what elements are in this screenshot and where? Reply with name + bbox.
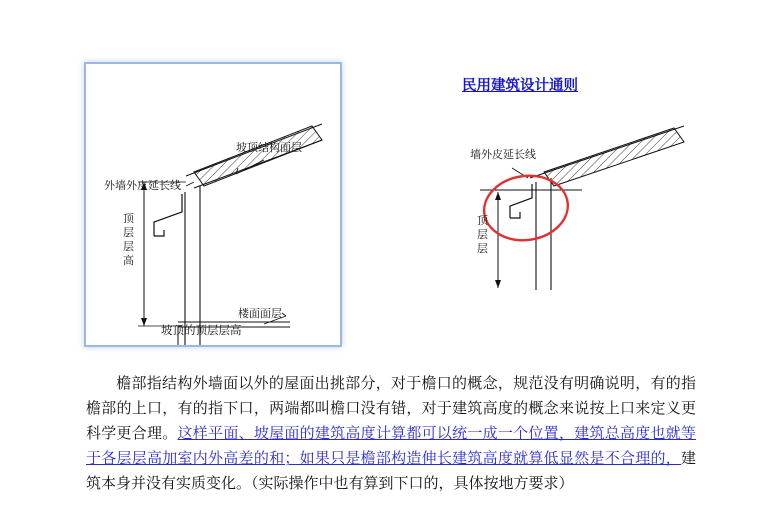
label-floor-surface: 楼面面层 [238, 308, 282, 320]
right-diagram-svg [452, 110, 702, 310]
paragraph-text-highlight: 这样平面、坡屋面的建筑高度计算都可以统一成一个位置，建筑总高度也就等于各层层高加室内外高差的和；如果只是檐部构造伸长建筑高度就算低显然是不合理的， [86, 426, 696, 467]
right-diagram-title: 民用建筑设计通则 [462, 78, 578, 94]
left-diagram-frame [84, 62, 342, 347]
left-diagram-inner [86, 64, 340, 345]
label-outer-wall-extension-line: 外墙外皮延长线 [104, 180, 181, 192]
label-roof-structure-surface: 坡顶结构面层 [236, 142, 302, 154]
paragraph-text-part-1: 檐部指结构外墙面以外的屋面出挑部分，对于檐口的概念，规范没有明确说明，有的指檐部的上口，有的指下口，两端都叫檐口没有错，对于建筑高度的概念来说按上口来定义更科学更合理。 [86, 376, 696, 442]
body-paragraph [86, 372, 696, 497]
paragraph-text-part-2: 建筑本身并没有实质变化。（实际操作中也有算到下口的，具体按地方要求） [86, 451, 696, 492]
left-diagram-svg [86, 64, 340, 345]
left-diagram-caption: 坡顶的顶层层高 [161, 325, 242, 337]
label-right-top-floor-height: 顶层层 [477, 215, 488, 255]
label-wall-extension-line: 墙外皮延长线 [470, 149, 536, 161]
label-top-floor-height: 顶层层高 [123, 213, 134, 267]
right-diagram [452, 110, 702, 310]
